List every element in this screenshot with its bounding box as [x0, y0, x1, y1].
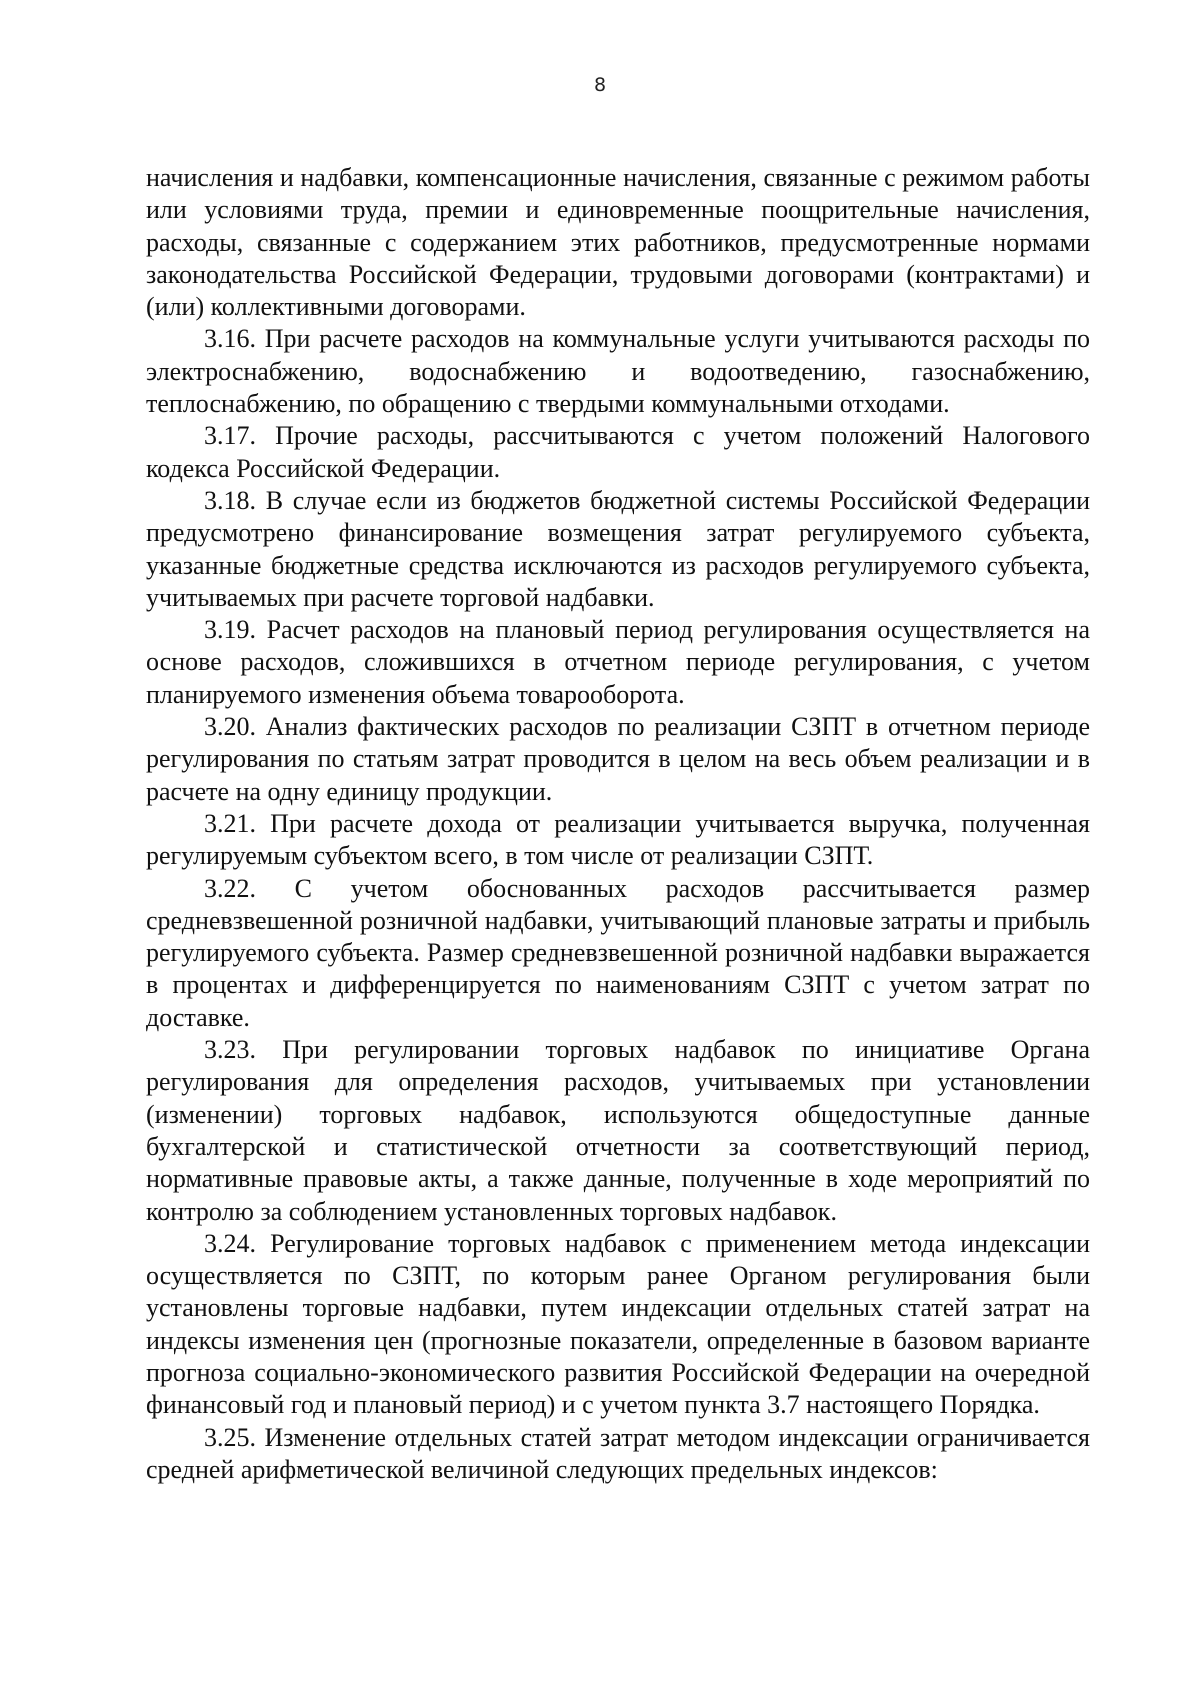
page-number: 8 — [593, 74, 607, 96]
paragraph-3-19: 3.19. Расчет расходов на плановый период регулирования осуществляется на основе расходов, сложившихся в отчетном периоде регулирования, с учетом планируемого изменения объема товарооборота. — [146, 615, 1090, 709]
paragraph-3-16: 3.16. При расчете расходов на коммунальные услуги учитываются расходы по электроснабжению, водоснабжению и водоотведению, газоснабжению, теплоснабжению, по обращению с твердыми коммунальными отходами. — [146, 324, 1090, 419]
paragraph-continuation: начисления и надбавки, компенсационные начисления, связанные с режимом работы или условиями труда, премии и единовременные поощрительные начисления, расходы, связанные с содержанием этих работников, предусмотренные нормами законодательства Российской Федерации, трудовыми договорами (контрактами) и (или) коллективными договорами. — [146, 163, 1090, 322]
paragraph-3-22: 3.22. С учетом обоснованных расходов рассчитывается размер средневзвешенной розничной надбавки, учитывающий плановые затраты и прибыль регулируемого субъекта. Размер средневзвешенной розничной надбавки выражается в процентах и дифференцируется по наименованиям СЗПТ с учетом затрат по доставке. — [146, 873, 1090, 1032]
paragraph-3-21: 3.21. При расчете дохода от реализации учитывается выручка, полученная регулируемым субъектом всего, в том числе от реализации СЗПТ. — [146, 808, 1090, 871]
paragraph-3-18: 3.18. В случае если из бюджетов бюджетной системы Российской Федерации предусмотрено финансирование возмещения затрат регулируемого субъекта, указанные бюджетные средства исключаются из расходов регулируемого субъекта, учитываемых при расчете торговой надбавки. — [146, 485, 1090, 612]
paragraph-3-24: 3.24. Регулирование торговых надбавок с применением метода индексации осуществляется по СЗПТ, по которым ранее Органом регулирования были установлены торговые надбавки, путем индексации отдельных статей затрат на индексы изменения цен (прогнозные показатели, определенные в базовом варианте прогноза социально-экономического развития Российской Федерации на очередной финансовый год и плановый период) и с учетом пункта 3.7 настоящего Порядка. — [146, 1228, 1090, 1420]
paragraph-3-23: 3.23. При регулировании торговых надбавок по инициативе Органа регулирования для определения расходов, учитываемых при установлении (изменении) торговых надбавок, используются общедоступные данные бухгалтерской и статистической отчетности за соответствующий период, нормативные правовые акты, а также данные, полученные в ходе мероприятий по контролю за соблюдением установленных торговых надбавок. — [146, 1035, 1090, 1226]
paragraph-3-20: 3.20. Анализ фактических расходов по реализации СЗПТ в отчетном периоде регулирования по статьям затрат проводится в целом на весь объем реализации и в расчете на одну единицу продукции. — [146, 712, 1090, 806]
paragraph-3-17: 3.17. Прочие расходы, рассчитываются с учетом положений Налогового кодекса Российской Федерации. — [146, 421, 1090, 483]
paragraph-3-25: 3.25. Изменение отдельных статей затрат методом индексации ограничивается средней арифметической величиной следующих предельных индексов: — [146, 1422, 1090, 1484]
document-body — [146, 162, 1090, 1486]
